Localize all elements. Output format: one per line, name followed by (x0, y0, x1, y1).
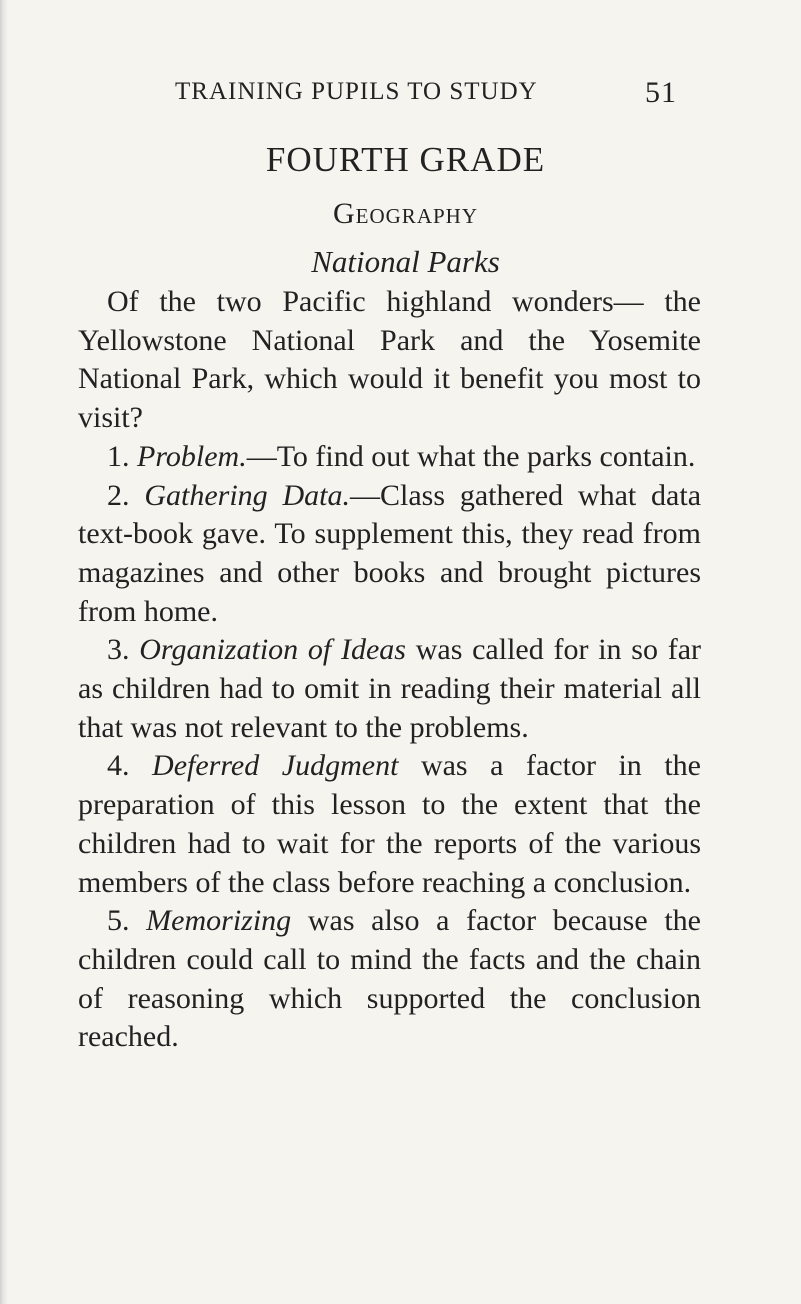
step-label: Problem. (137, 439, 247, 473)
subject-heading: Geography (332, 197, 478, 230)
running-title: TRAINING PUPILS TO STUDY (175, 78, 538, 105)
step-number: 3. (107, 633, 130, 667)
step-label: Memorizing (146, 904, 292, 938)
step-number: 1. (107, 439, 130, 473)
step-text: was a factor in the preparation of this lesson to the extent that the children had to wait for the reports of the various members of the class before reaching a conclusion. (78, 749, 701, 899)
step-text: was called for in so far as children had to omit in reading their material all that was not relevant to the problems. (78, 633, 701, 744)
intro-text: Of the two Pacific highland wonders— the Yellowstone National Park and the Yosemite National Park, which would it benefit you most to visit? (78, 285, 701, 435)
step-label: Organization of Ideas (139, 633, 406, 667)
page-number: 51 (645, 76, 677, 109)
step-paragraph-4 (78, 747, 701, 902)
step-text: —To find out what the parks contain. (246, 439, 696, 473)
step-text: —Class gathered what data text-book gave. To supplement this, they read from magazines and other books and brought pictures from home. (78, 478, 702, 628)
step-number: 4. (107, 749, 130, 783)
step-label: Deferred Judgment (152, 749, 399, 783)
step-number: 2. (107, 478, 130, 512)
step-paragraph-5 (78, 902, 701, 1057)
intro-paragraph (78, 283, 701, 438)
page-binding-edge (0, 0, 8, 1304)
grade-heading: FOURTH GRADE (265, 140, 546, 179)
topic-heading: National Parks (311, 244, 500, 279)
step-label: Gathering Data. (144, 478, 350, 512)
step-paragraph-2 (78, 477, 701, 632)
step-text: was also a factor because the children could call to mind the facts and the chain of reasoning which supported the conclusion reached. (78, 904, 701, 1054)
step-number: 5. (107, 904, 130, 938)
step-paragraph-1 (78, 438, 701, 477)
step-paragraph-3 (78, 631, 701, 747)
body-text (78, 283, 701, 1057)
